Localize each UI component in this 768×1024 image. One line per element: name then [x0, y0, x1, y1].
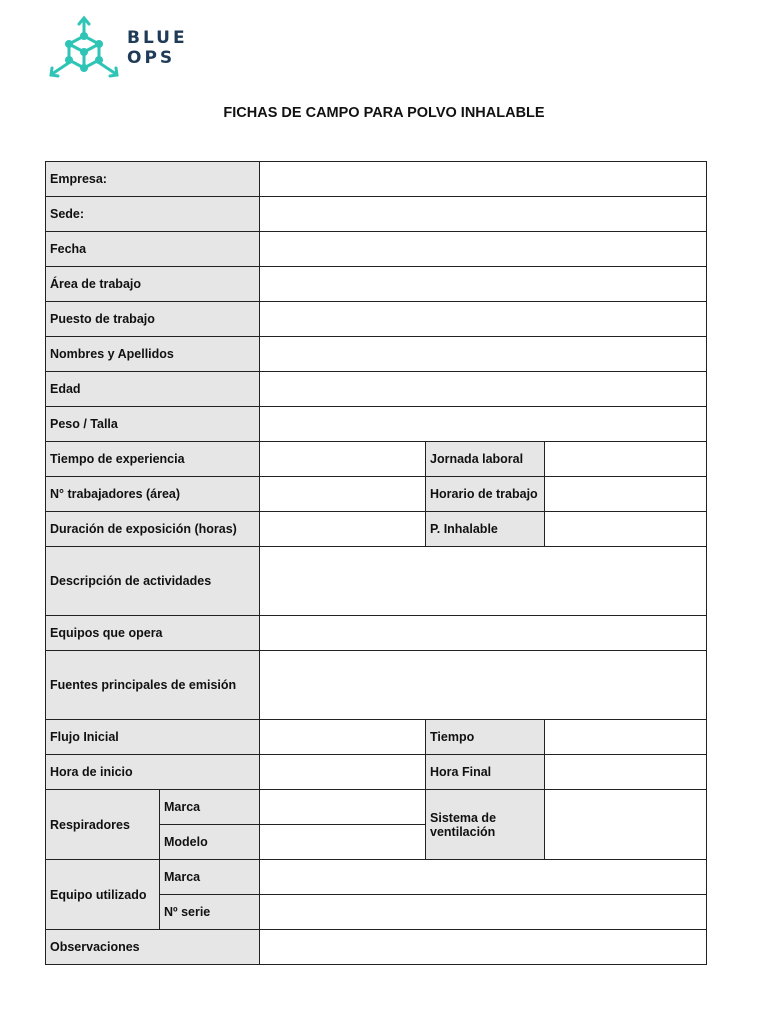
- field-respiradores-marca[interactable]: [260, 790, 426, 825]
- label-respiradores: Respiradores: [46, 790, 160, 860]
- field-puesto[interactable]: [260, 302, 707, 337]
- blue-ops-logo: [46, 14, 186, 80]
- label-equipo-serie: Nº serie: [160, 895, 260, 930]
- field-sistema-ventilacion[interactable]: [545, 790, 707, 860]
- label-observaciones: Observaciones: [46, 930, 260, 965]
- field-empresa[interactable]: [260, 162, 707, 197]
- label-edad: Edad: [46, 372, 260, 407]
- label-jornada: Jornada laboral: [426, 442, 545, 477]
- field-observaciones[interactable]: [260, 930, 707, 965]
- field-tiempo-experiencia[interactable]: [260, 442, 426, 477]
- brand-name: [127, 28, 188, 68]
- label-equipo-utilizado: Equipo utilizado: [46, 860, 160, 930]
- label-flujo: Flujo Inicial: [46, 720, 260, 755]
- field-hora-inicio[interactable]: [260, 755, 426, 790]
- field-form-table: [45, 161, 707, 965]
- field-hora-final[interactable]: [545, 755, 707, 790]
- label-hora-inicio: Hora de inicio: [46, 755, 260, 790]
- brand-line-2: OPS: [127, 48, 176, 68]
- field-duracion[interactable]: [260, 512, 426, 547]
- field-fuentes[interactable]: [260, 651, 707, 720]
- label-trabajadores: N° trabajadores (área): [46, 477, 260, 512]
- label-puesto: Puesto de trabajo: [46, 302, 260, 337]
- label-empresa: Empresa:: [46, 162, 260, 197]
- label-duracion: Duración de exposición (horas): [46, 512, 260, 547]
- field-area[interactable]: [260, 267, 707, 302]
- label-fuentes: Fuentes principales de emisión: [46, 651, 260, 720]
- label-area: Área de trabajo: [46, 267, 260, 302]
- field-trabajadores[interactable]: [260, 477, 426, 512]
- field-sede[interactable]: [260, 197, 707, 232]
- label-respiradores-modelo: Modelo: [160, 825, 260, 860]
- field-horario[interactable]: [545, 477, 707, 512]
- label-peso: Peso / Talla: [46, 407, 260, 442]
- label-nombres: Nombres y Apellidos: [46, 337, 260, 372]
- field-nombres[interactable]: [260, 337, 707, 372]
- field-flujo[interactable]: [260, 720, 426, 755]
- cube-network-icon: [46, 14, 126, 80]
- field-edad[interactable]: [260, 372, 707, 407]
- label-descripcion: Descripción de actividades: [46, 547, 260, 616]
- label-hora-final: Hora Final: [426, 755, 545, 790]
- label-horario: Horario de trabajo: [426, 477, 545, 512]
- field-equipos[interactable]: [260, 616, 707, 651]
- page-title: FICHAS DE CAMPO PARA POLVO INHALABLE: [223, 105, 545, 121]
- field-respiradores-modelo[interactable]: [260, 825, 426, 860]
- label-respiradores-marca: Marca: [160, 790, 260, 825]
- field-equipo-marca[interactable]: [260, 860, 707, 895]
- field-descripcion[interactable]: [260, 547, 707, 616]
- label-fecha: Fecha: [46, 232, 260, 267]
- field-jornada[interactable]: [545, 442, 707, 477]
- field-peso[interactable]: [260, 407, 707, 442]
- label-sede: Sede:: [46, 197, 260, 232]
- label-p-inhalable: P. Inhalable: [426, 512, 545, 547]
- field-p-inhalable[interactable]: [545, 512, 707, 547]
- field-equipo-serie[interactable]: [260, 895, 707, 930]
- label-equipos: Equipos que opera: [46, 616, 260, 651]
- label-tiempo: Tiempo: [426, 720, 545, 755]
- label-equipo-marca: Marca: [160, 860, 260, 895]
- label-tiempo-experiencia: Tiempo de experiencia: [46, 442, 260, 477]
- field-fecha[interactable]: [260, 232, 707, 267]
- field-tiempo[interactable]: [545, 720, 707, 755]
- label-sistema-ventilacion: Sistema de ventilación: [426, 790, 545, 860]
- brand-line-1: BLUE: [127, 28, 188, 48]
